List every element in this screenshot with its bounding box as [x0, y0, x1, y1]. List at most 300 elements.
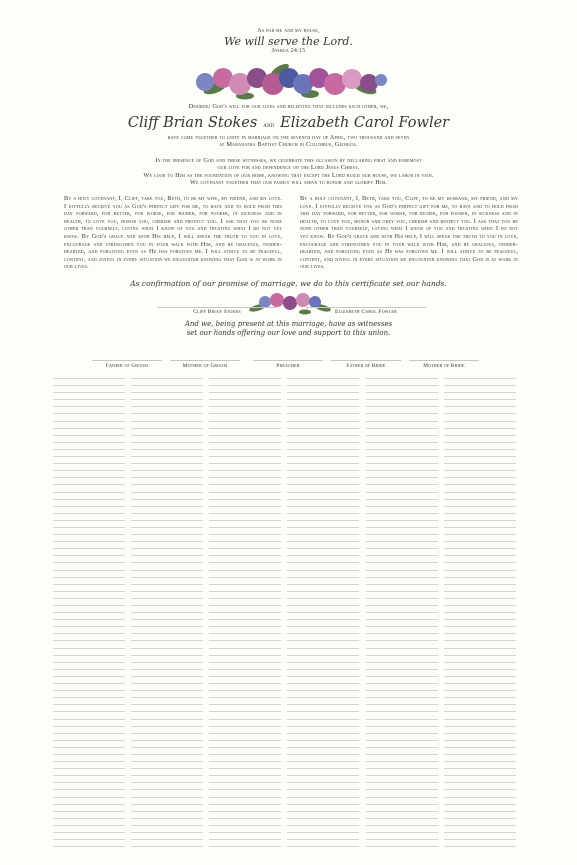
signature-line[interactable]	[444, 413, 516, 414]
signature-line[interactable]	[209, 499, 281, 500]
signature-line[interactable]	[131, 726, 203, 727]
signature-line[interactable]	[53, 690, 125, 691]
signature-line[interactable]	[444, 648, 516, 649]
signature-line[interactable]	[287, 378, 359, 379]
signature-line[interactable]	[444, 747, 516, 748]
signature-line[interactable]	[444, 477, 516, 478]
signature-line[interactable]	[287, 768, 359, 769]
signature-line[interactable]	[444, 442, 516, 443]
signature-line[interactable]	[444, 719, 516, 720]
signature-line[interactable]	[131, 811, 203, 812]
signature-line[interactable]	[366, 598, 438, 599]
signature-line[interactable]	[131, 598, 203, 599]
signature-line[interactable]	[366, 818, 438, 819]
signature-line[interactable]	[209, 598, 281, 599]
signature-line[interactable]	[209, 520, 281, 521]
signature-line[interactable]	[53, 527, 125, 528]
signature-line[interactable]	[131, 392, 203, 393]
signature-line[interactable]	[444, 683, 516, 684]
signature-line[interactable]	[131, 399, 203, 400]
signature-line[interactable]	[131, 506, 203, 507]
signature-line[interactable]	[131, 711, 203, 712]
signature-line[interactable]	[366, 733, 438, 734]
signature-line[interactable]	[444, 506, 516, 507]
signature-line[interactable]	[209, 740, 281, 741]
signature-line[interactable]	[209, 534, 281, 535]
signature-line[interactable]	[209, 726, 281, 727]
signature-line[interactable]	[366, 782, 438, 783]
signature-line[interactable]	[287, 789, 359, 790]
signature-line[interactable]	[131, 605, 203, 606]
signature-line[interactable]	[53, 484, 125, 485]
signature-line[interactable]	[366, 683, 438, 684]
signature-line[interactable]	[53, 832, 125, 833]
signature-line[interactable]	[444, 768, 516, 769]
signature-line[interactable]	[366, 548, 438, 549]
signature-line[interactable]	[366, 392, 438, 393]
signature-line[interactable]	[444, 626, 516, 627]
signature-line[interactable]	[366, 832, 438, 833]
signature-line[interactable]	[444, 818, 516, 819]
signature-line[interactable]	[287, 555, 359, 556]
signature-line[interactable]	[53, 598, 125, 599]
signature-line[interactable]	[131, 804, 203, 805]
signature-line[interactable]	[131, 499, 203, 500]
signature-line[interactable]	[444, 697, 516, 698]
signature-line[interactable]	[131, 484, 203, 485]
signature-line[interactable]	[444, 421, 516, 422]
signature-line[interactable]	[287, 825, 359, 826]
signature-line[interactable]	[287, 484, 359, 485]
signature-line[interactable]	[131, 541, 203, 542]
signature-line[interactable]	[287, 846, 359, 847]
signature-line[interactable]	[209, 484, 281, 485]
signature-line[interactable]	[53, 435, 125, 436]
signature-line[interactable]	[53, 633, 125, 634]
signature-line[interactable]	[287, 839, 359, 840]
signature-line[interactable]	[366, 719, 438, 720]
signature-line[interactable]	[209, 797, 281, 798]
signature-line[interactable]	[287, 392, 359, 393]
signature-line[interactable]	[53, 648, 125, 649]
signature-line[interactable]	[366, 470, 438, 471]
signature-line[interactable]	[53, 392, 125, 393]
signature-line[interactable]	[287, 655, 359, 656]
signature-line[interactable]	[287, 811, 359, 812]
signature-line[interactable]	[287, 804, 359, 805]
signature-line[interactable]	[53, 711, 125, 712]
signature-line[interactable]	[209, 421, 281, 422]
signature-line[interactable]	[131, 818, 203, 819]
signature-line[interactable]	[131, 577, 203, 578]
signature-line[interactable]	[366, 747, 438, 748]
signature-line[interactable]	[131, 626, 203, 627]
signature-line[interactable]	[53, 733, 125, 734]
signature-line[interactable]	[444, 612, 516, 613]
signature-line[interactable]	[287, 818, 359, 819]
signature-line[interactable]	[53, 470, 125, 471]
signature-line[interactable]	[444, 435, 516, 436]
signature-line[interactable]	[366, 562, 438, 563]
signature-line[interactable]	[444, 846, 516, 847]
signature-line[interactable]	[53, 378, 125, 379]
signature-line[interactable]	[444, 662, 516, 663]
signature-line[interactable]	[287, 435, 359, 436]
signature-line[interactable]	[131, 676, 203, 677]
signature-line[interactable]	[366, 626, 438, 627]
signature-line[interactable]	[131, 385, 203, 386]
signature-line[interactable]	[131, 428, 203, 429]
signature-line[interactable]	[366, 520, 438, 521]
signature-line[interactable]	[209, 782, 281, 783]
signature-line[interactable]	[287, 797, 359, 798]
signature-line[interactable]	[366, 726, 438, 727]
signature-line[interactable]	[131, 719, 203, 720]
signature-line[interactable]	[53, 612, 125, 613]
signature-line[interactable]	[131, 704, 203, 705]
signature-line[interactable]	[131, 520, 203, 521]
signature-line[interactable]	[209, 711, 281, 712]
signature-line[interactable]	[53, 726, 125, 727]
signature-line[interactable]	[366, 619, 438, 620]
signature-line[interactable]	[53, 499, 125, 500]
signature-line[interactable]	[287, 584, 359, 585]
signature-line[interactable]	[209, 619, 281, 620]
signature-line[interactable]	[53, 818, 125, 819]
signature-line[interactable]	[287, 719, 359, 720]
signature-line[interactable]	[131, 463, 203, 464]
signature-line[interactable]	[53, 846, 125, 847]
signature-line[interactable]	[131, 825, 203, 826]
signature-line[interactable]	[287, 690, 359, 691]
signature-line[interactable]	[366, 584, 438, 585]
signature-line[interactable]	[366, 789, 438, 790]
signature-line[interactable]	[53, 477, 125, 478]
signature-line[interactable]	[209, 768, 281, 769]
signature-line[interactable]	[366, 435, 438, 436]
signature-line[interactable]	[287, 683, 359, 684]
signature-line[interactable]	[287, 761, 359, 762]
signature-line[interactable]	[209, 612, 281, 613]
signature-line[interactable]	[131, 619, 203, 620]
signature-line[interactable]	[209, 648, 281, 649]
signature-line[interactable]	[444, 655, 516, 656]
signature-line[interactable]	[287, 577, 359, 578]
signature-line[interactable]	[209, 584, 281, 585]
signature-line[interactable]	[444, 527, 516, 528]
signature-line[interactable]	[53, 506, 125, 507]
signature-line[interactable]	[53, 577, 125, 578]
signature-line[interactable]	[209, 669, 281, 670]
signature-line[interactable]	[131, 456, 203, 457]
signature-line[interactable]	[287, 413, 359, 414]
signature-line[interactable]	[53, 761, 125, 762]
signature-line[interactable]	[209, 506, 281, 507]
signature-line[interactable]	[131, 655, 203, 656]
signature-line[interactable]	[366, 655, 438, 656]
signature-line[interactable]	[444, 534, 516, 535]
signature-line[interactable]	[209, 839, 281, 840]
signature-line[interactable]	[444, 782, 516, 783]
signature-line[interactable]	[131, 534, 203, 535]
signature-line[interactable]	[209, 591, 281, 592]
signature-line[interactable]	[53, 768, 125, 769]
signature-line[interactable]	[287, 421, 359, 422]
signature-line[interactable]	[131, 562, 203, 563]
signature-line[interactable]	[444, 740, 516, 741]
signature-line[interactable]	[366, 846, 438, 847]
signature-line[interactable]	[366, 534, 438, 535]
signature-line[interactable]	[209, 733, 281, 734]
signature-line[interactable]	[209, 456, 281, 457]
signature-line[interactable]	[53, 640, 125, 641]
signature-line[interactable]	[53, 463, 125, 464]
signature-line[interactable]	[209, 676, 281, 677]
signature-line[interactable]	[366, 413, 438, 414]
signature-line[interactable]	[209, 626, 281, 627]
signature-line[interactable]	[366, 492, 438, 493]
signature-line[interactable]	[444, 619, 516, 620]
signature-line[interactable]	[444, 399, 516, 400]
signature-line[interactable]	[444, 726, 516, 727]
signature-line[interactable]	[53, 747, 125, 748]
signature-line[interactable]	[131, 548, 203, 549]
signature-line[interactable]	[53, 584, 125, 585]
signature-line[interactable]	[209, 555, 281, 556]
signature-line[interactable]	[131, 747, 203, 748]
signature-line[interactable]	[366, 648, 438, 649]
signature-line[interactable]	[366, 676, 438, 677]
signature-line[interactable]	[53, 719, 125, 720]
signature-line[interactable]	[366, 612, 438, 613]
signature-line[interactable]	[131, 513, 203, 514]
signature-line[interactable]	[53, 413, 125, 414]
signature-line[interactable]	[366, 804, 438, 805]
signature-line[interactable]	[209, 570, 281, 571]
signature-line[interactable]	[287, 612, 359, 613]
signature-line[interactable]	[444, 428, 516, 429]
signature-line[interactable]	[53, 385, 125, 386]
signature-line[interactable]	[444, 378, 516, 379]
signature-line[interactable]	[366, 640, 438, 641]
signature-line[interactable]	[209, 541, 281, 542]
signature-line[interactable]	[287, 520, 359, 521]
signature-line[interactable]	[131, 733, 203, 734]
signature-line[interactable]	[209, 449, 281, 450]
signature-line[interactable]	[366, 463, 438, 464]
signature-line[interactable]	[209, 655, 281, 656]
signature-line[interactable]	[131, 435, 203, 436]
signature-line[interactable]	[287, 619, 359, 620]
signature-line[interactable]	[444, 605, 516, 606]
signature-line[interactable]	[131, 797, 203, 798]
signature-line[interactable]	[131, 697, 203, 698]
signature-line[interactable]	[287, 726, 359, 727]
signature-line[interactable]	[444, 690, 516, 691]
signature-line[interactable]	[366, 591, 438, 592]
signature-line[interactable]	[366, 754, 438, 755]
signature-line[interactable]	[444, 839, 516, 840]
signature-line[interactable]	[209, 392, 281, 393]
signature-line[interactable]	[287, 775, 359, 776]
signature-line[interactable]	[444, 669, 516, 670]
signature-line[interactable]	[287, 527, 359, 528]
signature-line[interactable]	[209, 683, 281, 684]
signature-line[interactable]	[131, 555, 203, 556]
signature-line[interactable]	[53, 655, 125, 656]
signature-line[interactable]	[53, 697, 125, 698]
signature-line[interactable]	[444, 513, 516, 514]
signature-line[interactable]	[131, 527, 203, 528]
signature-line[interactable]	[209, 577, 281, 578]
signature-line[interactable]	[366, 499, 438, 500]
signature-line[interactable]	[366, 704, 438, 705]
signature-line[interactable]	[444, 711, 516, 712]
signature-line[interactable]	[366, 456, 438, 457]
signature-line[interactable]	[53, 662, 125, 663]
signature-line[interactable]	[209, 406, 281, 407]
signature-line[interactable]	[287, 640, 359, 641]
signature-line[interactable]	[53, 449, 125, 450]
signature-line[interactable]	[444, 570, 516, 571]
signature-line[interactable]	[366, 633, 438, 634]
signature-line[interactable]	[53, 570, 125, 571]
signature-line[interactable]	[287, 506, 359, 507]
signature-line[interactable]	[53, 520, 125, 521]
signature-line[interactable]	[53, 513, 125, 514]
signature-line[interactable]	[366, 378, 438, 379]
signature-line[interactable]	[131, 768, 203, 769]
signature-line[interactable]	[366, 825, 438, 826]
signature-line[interactable]	[287, 605, 359, 606]
signature-line[interactable]	[53, 562, 125, 563]
signature-line[interactable]	[366, 577, 438, 578]
signature-line[interactable]	[287, 704, 359, 705]
signature-line[interactable]	[209, 747, 281, 748]
signature-line[interactable]	[53, 669, 125, 670]
signature-line[interactable]	[53, 676, 125, 677]
signature-line[interactable]	[287, 470, 359, 471]
signature-line[interactable]	[53, 619, 125, 620]
signature-line[interactable]	[131, 754, 203, 755]
signature-line[interactable]	[209, 399, 281, 400]
signature-line[interactable]	[53, 839, 125, 840]
signature-line[interactable]	[287, 385, 359, 386]
signature-line[interactable]	[287, 477, 359, 478]
signature-line[interactable]	[366, 570, 438, 571]
signature-line[interactable]	[444, 492, 516, 493]
signature-line[interactable]	[287, 534, 359, 535]
signature-line[interactable]	[53, 492, 125, 493]
signature-line[interactable]	[53, 797, 125, 798]
signature-line[interactable]	[366, 399, 438, 400]
signature-line[interactable]	[209, 492, 281, 493]
signature-line[interactable]	[287, 499, 359, 500]
signature-line[interactable]	[444, 789, 516, 790]
signature-line[interactable]	[131, 648, 203, 649]
signature-line[interactable]	[287, 711, 359, 712]
signature-line[interactable]	[287, 782, 359, 783]
signature-line[interactable]	[131, 740, 203, 741]
signature-line[interactable]	[53, 399, 125, 400]
signature-line[interactable]	[209, 761, 281, 762]
signature-line[interactable]	[131, 846, 203, 847]
signature-line[interactable]	[444, 562, 516, 563]
signature-line[interactable]	[131, 789, 203, 790]
signature-line[interactable]	[366, 555, 438, 556]
signature-line[interactable]	[131, 449, 203, 450]
signature-line[interactable]	[53, 782, 125, 783]
signature-line[interactable]	[444, 499, 516, 500]
signature-line[interactable]	[209, 719, 281, 720]
signature-line[interactable]	[287, 562, 359, 563]
signature-line[interactable]	[209, 697, 281, 698]
signature-line[interactable]	[444, 584, 516, 585]
signature-line[interactable]	[131, 442, 203, 443]
signature-line[interactable]	[444, 804, 516, 805]
signature-line[interactable]	[366, 662, 438, 663]
signature-line[interactable]	[287, 662, 359, 663]
signature-line[interactable]	[287, 548, 359, 549]
signature-line[interactable]	[287, 591, 359, 592]
signature-line[interactable]	[366, 605, 438, 606]
signature-line[interactable]	[131, 378, 203, 379]
signature-line[interactable]	[287, 406, 359, 407]
signature-line[interactable]	[53, 406, 125, 407]
signature-line[interactable]	[444, 548, 516, 549]
signature-line[interactable]	[209, 662, 281, 663]
signature-line[interactable]	[131, 584, 203, 585]
signature-line[interactable]	[209, 804, 281, 805]
signature-line[interactable]	[131, 669, 203, 670]
signature-line[interactable]	[53, 548, 125, 549]
signature-line[interactable]	[53, 534, 125, 535]
signature-line[interactable]	[131, 633, 203, 634]
signature-line[interactable]	[444, 775, 516, 776]
signature-line[interactable]	[131, 492, 203, 493]
signature-line[interactable]	[444, 825, 516, 826]
signature-line[interactable]	[287, 442, 359, 443]
signature-line[interactable]	[366, 477, 438, 478]
signature-line[interactable]	[53, 789, 125, 790]
signature-line[interactable]	[366, 839, 438, 840]
signature-line[interactable]	[287, 633, 359, 634]
signature-line[interactable]	[287, 428, 359, 429]
signature-line[interactable]	[287, 669, 359, 670]
signature-line[interactable]	[444, 633, 516, 634]
signature-line[interactable]	[444, 591, 516, 592]
signature-line[interactable]	[444, 392, 516, 393]
signature-line[interactable]	[209, 825, 281, 826]
signature-line[interactable]	[366, 506, 438, 507]
signature-line[interactable]	[287, 399, 359, 400]
signature-line[interactable]	[287, 733, 359, 734]
signature-line[interactable]	[131, 640, 203, 641]
signature-line[interactable]	[209, 811, 281, 812]
signature-line[interactable]	[287, 832, 359, 833]
signature-line[interactable]	[209, 633, 281, 634]
signature-line[interactable]	[209, 846, 281, 847]
signature-line[interactable]	[444, 541, 516, 542]
signature-line[interactable]	[444, 484, 516, 485]
signature-line[interactable]	[366, 527, 438, 528]
signature-line[interactable]	[131, 761, 203, 762]
signature-line[interactable]	[444, 449, 516, 450]
signature-line[interactable]	[444, 754, 516, 755]
signature-line[interactable]	[366, 484, 438, 485]
signature-line[interactable]	[209, 562, 281, 563]
signature-line[interactable]	[209, 385, 281, 386]
